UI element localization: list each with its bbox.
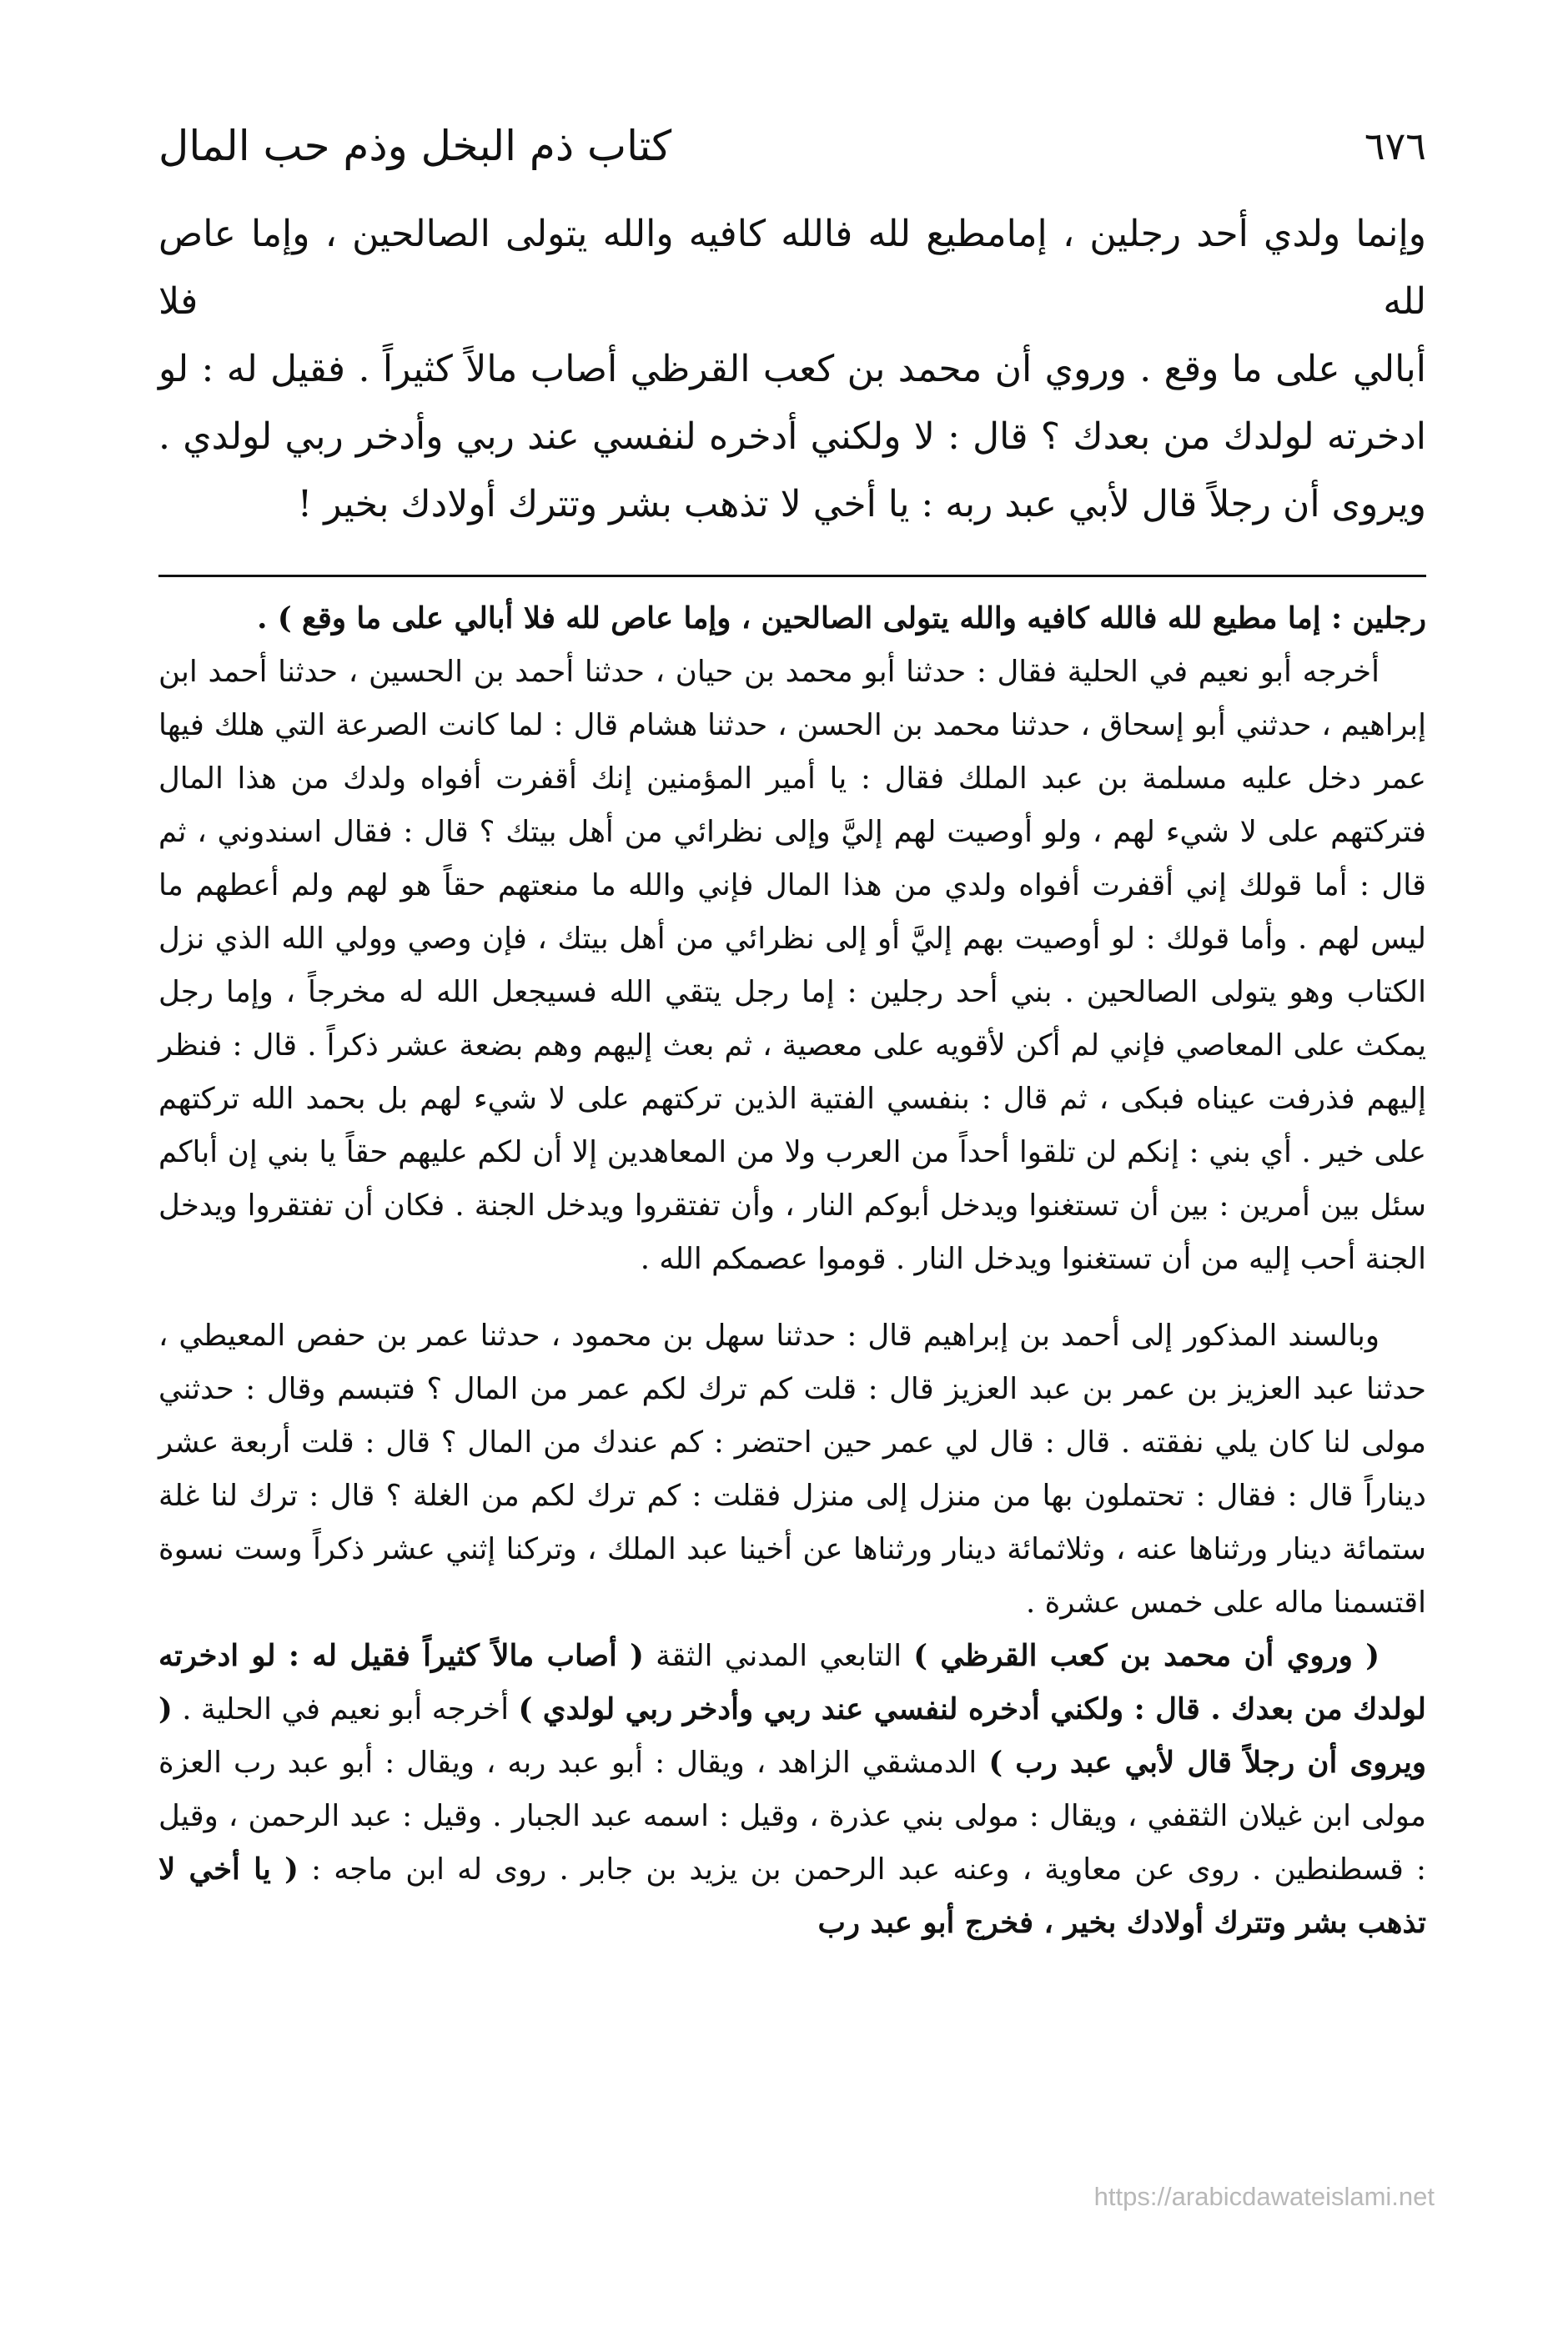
- commentary-lemma: ( أصاب مالاً كثيراً فقيل له : لو ادخرته لولدك من بعدك . قال : ولكني أدخره لنفسي عند ربي وأدخر ربي لولدي ): [158, 1639, 1426, 1726]
- book-page: [158, 108, 1426, 1950]
- commentary-lemma: ( ويروى أن رجلاً قال لأبي عبد رب ): [158, 1692, 1426, 1780]
- commentary: [158, 592, 1426, 1950]
- commentary-lemma: رجلين : إما مطيع لله فالله كافيه والله يتولى الصالحين ، وإما عاص لله فلا أبالي على ما وقع ) .: [257, 601, 1426, 636]
- commentary-paragraph: [158, 1630, 1426, 1950]
- main-text-line: ادخرته لولدك من بعدك ؟ قال : لا ولكني أدخره لنفسي عند ربي وأدخر ربي لولدي .: [158, 415, 1426, 458]
- page-header: [158, 108, 1426, 175]
- main-text: [158, 200, 1426, 538]
- commentary-text: أخرجه أبو نعيم في الحلية .: [172, 1692, 519, 1726]
- commentary-lemma: ( وروي أن محمد بن كعب القرظي ): [913, 1639, 1380, 1673]
- commentary-text: التابعي المدني الثقة: [643, 1639, 914, 1673]
- main-text-line: وإنما ولدي أحد رجلين ، إمامطيع لله فالله كافيه والله يتولى الصالحين ، وإما عاص لله فلا: [158, 213, 1426, 323]
- main-text-line: أبالي على ما وقع . وروي أن محمد بن كعب القرظي أصاب مالاً كثيراً . فقيل له : لو: [158, 348, 1426, 390]
- page-number: ٦٧٦: [1364, 123, 1426, 168]
- commentary-paragraph: أخرجه أبو نعيم في الحلية فقال : حدثنا أبو محمد بن حيان ، حدثنا أحمد بن الحسين ، حدثنا أحمد ابن إبراهيم ، حدثني أبو إسحاق ، حدثنا محمد بن الحسن ، حدثنا هشام قال : لما كانت الصرعة التي هلك فيها عمر دخل عليه مسلمة بن عبد الملك فقال : يا أمير المؤمنين إنك أقفرت أفواه ولدك من هذا المال فتركتهم على لا شيء لهم ، ولو أوصيت لهم إليَّ وإلى نظرائي من أهل بيتك ؟ قال : فقال اسندوني ، ثم قال : أما قولك إني أقفرت أفواه ولدي من هذا المال فإني والله ما منعتهم حقاً هو لهم ولم أعطهم ما ليس لهم . وأما قولك : لو أوصيت بهم إليَّ أو إلى نظرائي من أهل بيتك ، فإن وصي وولي الله الذي نزل الكتاب وهو يتولى الصالحين . بني أحد رجلين : إما رجل يتقي الله فسيجعل الله له مخرجاً ، وإما رجل يمكث على المعاصي فإني لم أكن لأقويه على معصية ، ثم بعث إليهم وهم بضعة عشر ذكراً . قال : فنظر إليهم فذرفت عيناه فبكى ، ثم قال : بنفسي الفتية الذين تركتهم على لا شيء لهم بل بحمد الله تركتهم على خير . أي بني : إنكم لن تلقوا أحداً من العرب ولا من المعاهدين إلا أن لكم عليهم حقاً يا بني إن أباكم سئل بين أمرين : بين أن تستغنوا ويدخل أبوكم النار ، وأن تفتقروا ويدخل الجنة . فكان أن تفتقروا ويدخل الجنة أحب إليه من أن تستغنوا ويدخل النار . قوموا عصمكم الله .: [158, 655, 1427, 1276]
- commentary-lemma: ( يا أخي لا تذهب بشر وتترك أولادك بخير ، فخرج أبو عبد رب: [158, 1852, 1426, 1940]
- book-title: كتاب ذم البخل وذم حب المال: [158, 122, 672, 170]
- commentary-paragraph: وبالسند المذكور إلى أحمد بن إبراهيم قال : حدثنا سهل بن محمود ، حدثنا عمر بن حفص المعيطي ، حدثنا عبد العزيز بن عمر بن عبد العزيز قال : قلت كم ترك لكم عمر من المال ؟ فتبسم وقال : حدثني مولى لنا كان يلي نفقته . قال : قال لي عمر حين احتضر : كم عندك من المال ؟ قال : قلت أربعة عشر ديناراً قال : فقال : تحتملون بها من منزل إلى منزل فقلت : كم ترك لكم من الغلة ؟ قال : ترك لنا غلة ستمائة دينار ورثناها عنه ، وثلاثمائة دينار ورثناها عن أخينا عبد الملك ، وتركنا إثني عشر ذكراً وست نسوة اقتسمنا ماله على خمس عشرة .: [158, 1319, 1426, 1620]
- main-text-line: ويروى أن رجلاً قال لأبي عبد ربه : يا أخي لا تذهب بشر وتترك أولادك بخير !: [297, 483, 1426, 525]
- commentary-text: الدمشقي الزاهد ، ويقال : أبو عبد ربه ، ويقال : أبو عبد رب العزة مولى ابن غيلان الثقفي ، ويقال : مولى بني عذرة ، وقيل : اسمه عبد الجبار . وقيل : عبد الرحمن ، وقيل : قسطنطين . روى عن معاوية ، وعنه عبد الرحمن بن يزيد بن جابر . روى له ابن ماجه :: [158, 1746, 1426, 1887]
- separator-line: [158, 575, 1426, 577]
- watermark-url: https://arabicdawateislami.net: [1093, 2182, 1435, 2211]
